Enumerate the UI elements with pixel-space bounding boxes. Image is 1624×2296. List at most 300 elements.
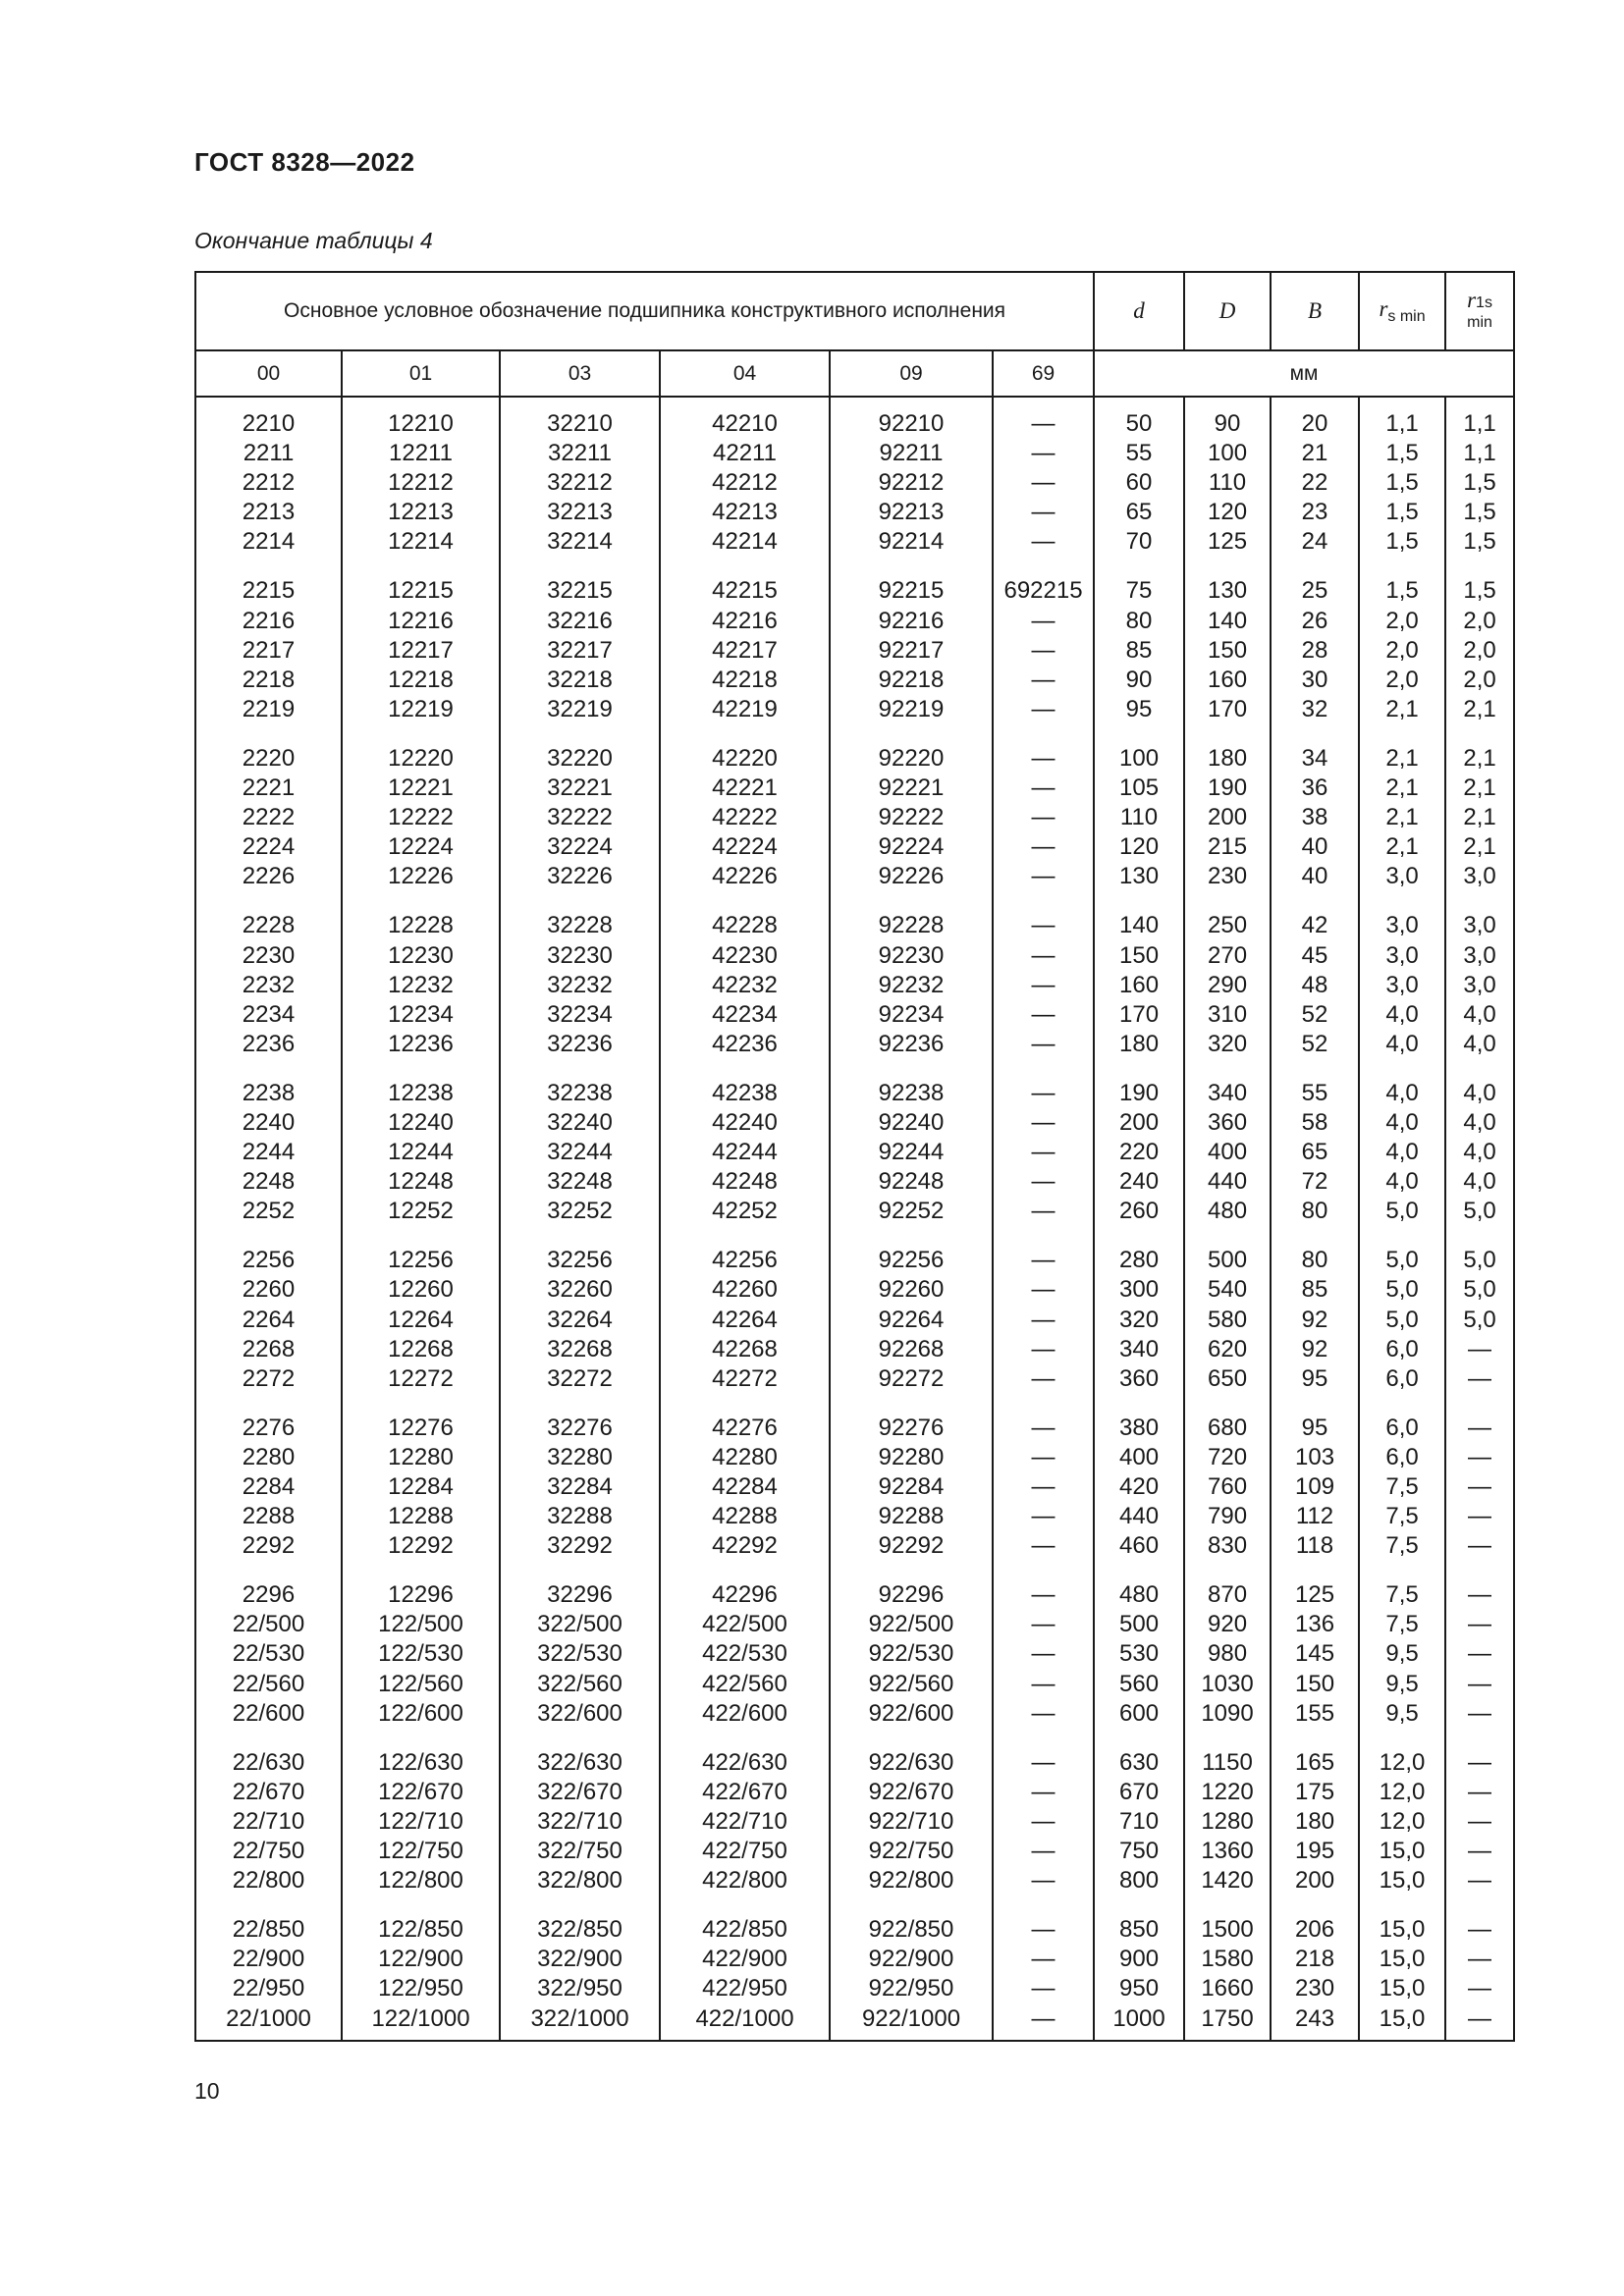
r1s-min-value: 2,0 <box>1463 666 1496 693</box>
designation-09-value: 92221 <box>878 774 945 802</box>
designation-00-value: 2248 <box>242 1168 296 1196</box>
designation-01-value: 12264 <box>388 1306 454 1333</box>
designation-09-value: 92213 <box>878 499 945 526</box>
designation-03-value: 32272 <box>547 1364 613 1392</box>
table-row-group <box>195 557 1514 723</box>
designation-03-value: 322/630 <box>537 1748 623 1776</box>
designation-01-value: 12234 <box>388 1000 454 1028</box>
r1s-min-value: — <box>1468 1414 1492 1441</box>
designation-09-value: 92228 <box>878 912 945 939</box>
bore-d-value: 180 <box>1119 1030 1160 1057</box>
designation-04-value: 42214 <box>712 528 778 556</box>
designation-04-cell <box>660 891 830 1058</box>
bore-d-value: 70 <box>1125 528 1153 556</box>
designation-01-value: 122/560 <box>378 1670 463 1697</box>
outer-diameter-value: 980 <box>1208 1640 1248 1668</box>
r1s-min-value: 1,5 <box>1463 469 1496 497</box>
rs-min-value: 9,5 <box>1385 1670 1419 1697</box>
width-b-value: 22 <box>1301 469 1328 497</box>
designation-01-cell <box>342 1561 500 1728</box>
rs-min-value: 2,0 <box>1385 636 1419 664</box>
outer-diameter-value: 1660 <box>1201 1975 1254 2002</box>
designation-01-value: 12217 <box>388 636 454 664</box>
outer-diameter-cell <box>1184 1561 1271 1728</box>
r1s-min-value: — <box>1468 1335 1492 1362</box>
rs-min-value: 3,0 <box>1385 912 1419 939</box>
r1s-min-value: 4,0 <box>1463 1108 1496 1136</box>
designation-00-value: 2218 <box>242 666 296 693</box>
width-b-value: 40 <box>1301 863 1328 890</box>
width-b-value: 118 <box>1295 1532 1334 1560</box>
designation-00-cell <box>195 1059 342 1226</box>
designation-01-value: 122/710 <box>378 1807 463 1835</box>
rs-min-value: 2,0 <box>1385 666 1419 693</box>
width-b-value: 26 <box>1301 607 1328 634</box>
bore-d-value: 150 <box>1119 941 1160 969</box>
designation-01-value: 12221 <box>388 774 454 802</box>
rs-min-value: 1,5 <box>1385 440 1419 467</box>
designation-01-value: 12216 <box>388 607 454 634</box>
designation-69-value: — <box>1031 1503 1056 1530</box>
width-b-value: 58 <box>1301 1108 1328 1136</box>
rs-min-value: 3,0 <box>1385 941 1419 969</box>
width-b-value: 32 <box>1301 695 1328 722</box>
rs-min-cell <box>1359 1896 1445 2040</box>
designation-69-value: — <box>1031 941 1056 969</box>
r1s-min-value: — <box>1468 1867 1492 1895</box>
bore-d-value: 710 <box>1119 1807 1160 1835</box>
subheader-03: 03 <box>500 350 660 397</box>
designation-04-value: 42238 <box>712 1079 778 1106</box>
rs-min-value: 2,1 <box>1385 774 1419 802</box>
designation-00-value: 2211 <box>243 440 295 467</box>
header-r1s-min: r1s min <box>1445 272 1514 350</box>
header-outer-diameter: D <box>1184 272 1271 350</box>
outer-diameter-value: 1030 <box>1201 1670 1254 1697</box>
width-b-cell <box>1271 397 1359 557</box>
designation-04-value: 422/530 <box>702 1640 787 1668</box>
designation-69-value: — <box>1031 804 1056 831</box>
designation-03-cell <box>500 1561 660 1728</box>
designation-03-value: 32256 <box>547 1247 613 1274</box>
designation-04-value: 42217 <box>712 636 778 664</box>
designation-69-value: — <box>1031 607 1056 634</box>
designation-03-value: 32214 <box>547 528 613 556</box>
bore-d-value: 280 <box>1119 1247 1160 1274</box>
subheader-69: 69 <box>993 350 1094 397</box>
width-b-value: 36 <box>1301 774 1328 802</box>
width-b-value: 55 <box>1301 1079 1328 1106</box>
designation-03-value: 32234 <box>547 1000 613 1028</box>
outer-diameter-value: 310 <box>1208 1000 1248 1028</box>
designation-01-value: 12219 <box>388 695 454 722</box>
designation-00-value: 2216 <box>242 607 296 634</box>
designation-00-value: 2210 <box>242 410 296 437</box>
rs-min-value: 6,0 <box>1385 1414 1419 1441</box>
rs-min-cell <box>1359 557 1445 723</box>
outer-diameter-value: 1420 <box>1201 1867 1254 1895</box>
bore-d-value: 900 <box>1119 1946 1160 1973</box>
designation-00-value: 2296 <box>242 1581 296 1609</box>
rs-min-value: 12,0 <box>1379 1778 1426 1805</box>
designation-01-cell <box>342 1059 500 1226</box>
r1s-min-cell <box>1445 1394 1514 1561</box>
r1s-min-value: 5,0 <box>1463 1198 1496 1225</box>
designation-04-value: 422/670 <box>702 1778 787 1805</box>
rs-min-value: 2,1 <box>1385 833 1419 861</box>
designation-04-value: 42228 <box>712 912 778 939</box>
designation-00-value: 2260 <box>242 1276 296 1304</box>
outer-diameter-value: 480 <box>1208 1198 1248 1225</box>
designation-09-value: 92224 <box>878 833 945 861</box>
designation-69-value: — <box>1031 1030 1056 1057</box>
designation-01-value: 122/1000 <box>371 2004 470 2032</box>
designation-69-value: — <box>1031 695 1056 722</box>
r1s-min-value: 1,1 <box>1463 410 1496 437</box>
designation-69-value: — <box>1031 469 1056 497</box>
designation-00-value: 2292 <box>242 1532 296 1560</box>
designation-04-cell <box>660 397 830 557</box>
bore-d-cell <box>1094 1394 1184 1561</box>
designation-00-value: 2215 <box>242 577 296 605</box>
designation-03-value: 32260 <box>547 1276 613 1304</box>
designation-09-value: 92272 <box>878 1364 945 1392</box>
designation-69-value: — <box>1031 1748 1056 1776</box>
bore-d-value: 170 <box>1119 1000 1160 1028</box>
designation-03-value: 322/950 <box>537 1975 623 2002</box>
designation-03-cell <box>500 1394 660 1561</box>
designation-00-value: 22/1000 <box>226 2004 311 2032</box>
bore-d-cell <box>1094 1896 1184 2040</box>
designation-04-value: 42212 <box>712 469 778 497</box>
outer-diameter-value: 620 <box>1208 1335 1248 1362</box>
width-b-value: 40 <box>1301 833 1328 861</box>
designation-09-value: 92284 <box>878 1473 945 1500</box>
rs-min-cell <box>1359 397 1445 557</box>
designation-09-value: 92238 <box>878 1079 945 1106</box>
designation-03-value: 32252 <box>547 1198 613 1225</box>
designation-00-cell <box>195 1226 342 1393</box>
r1s-min-cell <box>1445 1561 1514 1728</box>
outer-diameter-value: 160 <box>1208 666 1248 693</box>
designation-69-cell <box>993 1896 1094 2040</box>
rs-min-value: 15,0 <box>1379 1916 1426 1944</box>
r1s-min-cell <box>1445 724 1514 891</box>
r1s-min-value: 2,1 <box>1463 695 1496 722</box>
r1s-min-value: 1,5 <box>1463 499 1496 526</box>
designation-01-cell <box>342 1394 500 1561</box>
designation-01-cell <box>342 1226 500 1393</box>
outer-diameter-value: 760 <box>1208 1473 1248 1500</box>
designation-04-value: 42260 <box>712 1276 778 1304</box>
designation-03-value: 322/750 <box>537 1838 623 1865</box>
bore-d-value: 320 <box>1119 1306 1160 1333</box>
designation-03-value: 32264 <box>547 1306 613 1333</box>
designation-09-value: 92244 <box>878 1139 945 1166</box>
designation-03-value: 32288 <box>547 1503 613 1530</box>
rs-min-value: 7,5 <box>1385 1503 1419 1530</box>
designation-09-value: 92240 <box>878 1108 945 1136</box>
width-b-value: 21 <box>1301 440 1328 467</box>
r1s-min-value: 4,0 <box>1463 1000 1496 1028</box>
bore-d-cell <box>1094 891 1184 1058</box>
designation-04-value: 42211 <box>713 440 777 467</box>
outer-diameter-value: 170 <box>1208 695 1248 722</box>
r1s-min-value: 4,0 <box>1463 1168 1496 1196</box>
designation-03-cell <box>500 724 660 891</box>
designation-00-value: 2224 <box>242 833 296 861</box>
designation-69-value: — <box>1031 833 1056 861</box>
designation-00-value: 22/600 <box>232 1699 305 1727</box>
outer-diameter-value: 720 <box>1208 1443 1248 1470</box>
designation-09-value: 922/500 <box>868 1611 954 1638</box>
designation-03-value: 322/500 <box>537 1611 623 1638</box>
outer-diameter-value: 650 <box>1208 1364 1248 1392</box>
designation-03-cell <box>500 1729 660 1896</box>
designation-04-value: 42264 <box>712 1306 778 1333</box>
designation-00-cell <box>195 891 342 1058</box>
designation-01-cell <box>342 1896 500 2040</box>
designation-00-value: 2234 <box>242 1000 296 1028</box>
designation-09-cell <box>830 724 993 891</box>
designation-09-value: 92222 <box>878 804 945 831</box>
designation-04-value: 42252 <box>712 1198 778 1225</box>
designation-04-value: 42292 <box>712 1532 778 1560</box>
bore-d-value: 65 <box>1125 499 1153 526</box>
bore-d-value: 100 <box>1119 744 1160 772</box>
designation-04-cell <box>660 724 830 891</box>
width-b-value: 95 <box>1301 1414 1328 1441</box>
designation-03-value: 32238 <box>547 1079 613 1106</box>
designation-09-cell <box>830 891 993 1058</box>
designation-69-value: — <box>1031 912 1056 939</box>
designation-01-value: 12272 <box>388 1364 454 1392</box>
designation-00-cell <box>195 1896 342 2040</box>
designation-03-value: 322/560 <box>537 1670 623 1697</box>
designation-04-value: 42284 <box>712 1473 778 1500</box>
designation-01-value: 12280 <box>388 1443 454 1470</box>
designation-04-value: 42268 <box>712 1335 778 1362</box>
bore-d-value: 140 <box>1119 912 1160 939</box>
designation-00-cell <box>195 1729 342 1896</box>
designation-04-value: 42256 <box>712 1247 778 1274</box>
rs-min-value: 4,0 <box>1385 1079 1419 1106</box>
r1s-min-value: 4,0 <box>1463 1079 1496 1106</box>
designation-00-cell <box>195 724 342 891</box>
width-b-value: 125 <box>1295 1581 1335 1609</box>
rs-min-value: 3,0 <box>1385 863 1419 890</box>
designation-04-value: 422/630 <box>702 1748 787 1776</box>
designation-00-value: 2236 <box>242 1030 296 1057</box>
r1s-min-value: 2,1 <box>1463 774 1496 802</box>
designation-03-value: 32220 <box>547 744 613 772</box>
outer-diameter-cell <box>1184 397 1271 557</box>
outer-diameter-value: 180 <box>1208 744 1248 772</box>
designation-03-cell <box>500 1896 660 2040</box>
r1s-min-cell <box>1445 891 1514 1058</box>
rs-min-value: 15,0 <box>1379 1946 1426 1973</box>
outer-diameter-value: 320 <box>1208 1030 1248 1057</box>
outer-diameter-value: 1580 <box>1201 1946 1254 1973</box>
designation-01-value: 12228 <box>388 912 454 939</box>
designation-09-value: 92214 <box>878 528 945 556</box>
designation-01-value: 122/850 <box>378 1916 463 1944</box>
width-b-value: 72 <box>1301 1168 1328 1196</box>
r1s-min-value: — <box>1468 1748 1492 1776</box>
width-b-value: 150 <box>1295 1670 1335 1697</box>
designation-00-value: 2213 <box>242 499 296 526</box>
designation-04-value: 422/750 <box>702 1838 787 1865</box>
width-b-value: 195 <box>1295 1838 1335 1865</box>
outer-diameter-cell <box>1184 1059 1271 1226</box>
page-number: 10 <box>194 2078 220 2104</box>
width-b-value: 52 <box>1301 1030 1328 1057</box>
designation-00-value: 22/560 <box>232 1670 305 1697</box>
designation-09-value: 92292 <box>878 1532 945 1560</box>
designation-69-value: — <box>1031 1581 1056 1609</box>
outer-diameter-value: 90 <box>1214 410 1241 437</box>
designation-01-value: 12236 <box>388 1030 454 1057</box>
designation-03-value: 32210 <box>547 410 613 437</box>
outer-diameter-value: 500 <box>1208 1247 1248 1274</box>
designation-01-value: 12226 <box>388 863 454 890</box>
bore-d-value: 500 <box>1119 1611 1160 1638</box>
designation-01-value: 12230 <box>388 941 454 969</box>
designation-00-value: 2268 <box>242 1335 296 1362</box>
designation-04-value: 422/950 <box>702 1975 787 2002</box>
designation-04-value: 42236 <box>712 1030 778 1057</box>
designation-69-value: — <box>1031 1168 1056 1196</box>
width-b-value: 200 <box>1295 1867 1335 1895</box>
bore-d-value: 130 <box>1119 863 1160 890</box>
rs-min-cell <box>1359 891 1445 1058</box>
designation-03-value: 32248 <box>547 1168 613 1196</box>
rs-min-value: 15,0 <box>1379 2004 1426 2032</box>
rs-min-value: 2,1 <box>1385 695 1419 722</box>
r1s-min-value: — <box>1468 1975 1492 2002</box>
rs-min-value: 1,5 <box>1385 577 1419 605</box>
designation-09-value: 92232 <box>878 971 945 998</box>
r1s-min-value: 1,5 <box>1463 577 1496 605</box>
table-caption: Окончание таблицы 4 <box>194 228 433 253</box>
width-b-value: 52 <box>1301 1000 1328 1028</box>
bore-d-value: 460 <box>1119 1532 1160 1560</box>
rs-min-value: 4,0 <box>1385 1000 1419 1028</box>
designation-01-value: 12238 <box>388 1079 454 1106</box>
designation-01-value: 12268 <box>388 1335 454 1362</box>
designation-69-value: — <box>1031 1838 1056 1865</box>
designation-09-value: 92210 <box>878 410 945 437</box>
outer-diameter-cell <box>1184 1896 1271 2040</box>
designation-69-cell <box>993 1059 1094 1226</box>
width-b-cell <box>1271 1059 1359 1226</box>
rs-min-value: 4,0 <box>1385 1168 1419 1196</box>
rs-min-value: 15,0 <box>1379 1867 1426 1895</box>
designation-69-value: — <box>1031 410 1056 437</box>
rs-min-value: 2,1 <box>1385 744 1419 772</box>
rs-min-value: 7,5 <box>1385 1473 1419 1500</box>
bore-d-value: 80 <box>1125 607 1153 634</box>
bore-d-cell <box>1094 397 1184 557</box>
outer-diameter-value: 110 <box>1208 469 1247 497</box>
table-row-group <box>195 1896 1514 2040</box>
designation-00-value: 2219 <box>242 695 296 722</box>
designation-01-value: 12218 <box>388 666 454 693</box>
designation-04-cell <box>660 1059 830 1226</box>
designation-09-cell <box>830 1226 993 1393</box>
designation-09-value: 922/1000 <box>861 2004 961 2032</box>
bore-d-value: 60 <box>1125 469 1153 497</box>
designation-01-value: 12240 <box>388 1108 454 1136</box>
bore-d-value: 75 <box>1125 577 1153 605</box>
r1s-min-value: — <box>1468 1640 1492 1668</box>
outer-diameter-value: 1500 <box>1201 1916 1254 1944</box>
outer-diameter-value: 870 <box>1208 1581 1248 1609</box>
width-b-value: 25 <box>1301 577 1328 605</box>
designation-03-value: 32222 <box>547 804 613 831</box>
designation-69-value: — <box>1031 1306 1056 1333</box>
designation-03-value: 32276 <box>547 1414 613 1441</box>
outer-diameter-value: 100 <box>1208 440 1248 467</box>
width-b-value: 80 <box>1301 1247 1328 1274</box>
designation-69-value: — <box>1031 499 1056 526</box>
r1s-min-value: — <box>1468 1699 1492 1727</box>
designation-04-value: 42213 <box>712 499 778 526</box>
bore-d-cell <box>1094 1729 1184 1896</box>
designation-00-value: 2222 <box>242 804 296 831</box>
designation-09-value: 922/560 <box>868 1670 954 1697</box>
r1s-min-cell <box>1445 397 1514 557</box>
outer-diameter-value: 190 <box>1208 774 1248 802</box>
r1s-min-value: 1,5 <box>1463 528 1496 556</box>
bore-d-value: 160 <box>1119 971 1160 998</box>
designation-09-value: 92234 <box>878 1000 945 1028</box>
width-b-value: 48 <box>1301 971 1328 998</box>
r1s-min-value: — <box>1468 1670 1492 1697</box>
designation-03-value: 322/600 <box>537 1699 623 1727</box>
r1s-min-value: 2,1 <box>1463 804 1496 831</box>
designation-69-value: — <box>1031 1946 1056 1973</box>
r1s-min-cell <box>1445 1226 1514 1393</box>
designation-00-cell <box>195 1394 342 1561</box>
designation-01-value: 12213 <box>388 499 454 526</box>
width-b-value: 24 <box>1301 528 1328 556</box>
header-designation: Основное условное обозначение подшипника конструктивного исполнения <box>195 272 1094 350</box>
outer-diameter-cell <box>1184 724 1271 891</box>
designation-03-value: 32218 <box>547 666 613 693</box>
designation-04-value: 42240 <box>712 1108 778 1136</box>
designation-09-value: 922/800 <box>868 1867 954 1895</box>
designation-00-value: 22/670 <box>232 1778 305 1805</box>
designation-01-value: 12276 <box>388 1414 454 1441</box>
designation-04-value: 42218 <box>712 666 778 693</box>
outer-diameter-value: 200 <box>1208 804 1248 831</box>
designation-09-value: 92280 <box>878 1443 945 1470</box>
designation-69-cell <box>993 1561 1094 1728</box>
designation-09-value: 922/900 <box>868 1946 954 1973</box>
designation-09-value: 92211 <box>879 440 944 467</box>
designation-04-value: 42276 <box>712 1414 778 1441</box>
header-rs-min: $r_{s min}$ <box>1359 272 1445 350</box>
rs-min-value: 5,0 <box>1385 1276 1419 1304</box>
designation-03-value: 32292 <box>547 1532 613 1560</box>
table-row-group <box>195 1561 1514 1728</box>
bore-d-cell <box>1094 1059 1184 1226</box>
bore-d-value: 750 <box>1119 1838 1160 1865</box>
outer-diameter-value: 830 <box>1208 1532 1248 1560</box>
bore-d-value: 530 <box>1119 1640 1160 1668</box>
width-b-value: 136 <box>1295 1611 1335 1638</box>
